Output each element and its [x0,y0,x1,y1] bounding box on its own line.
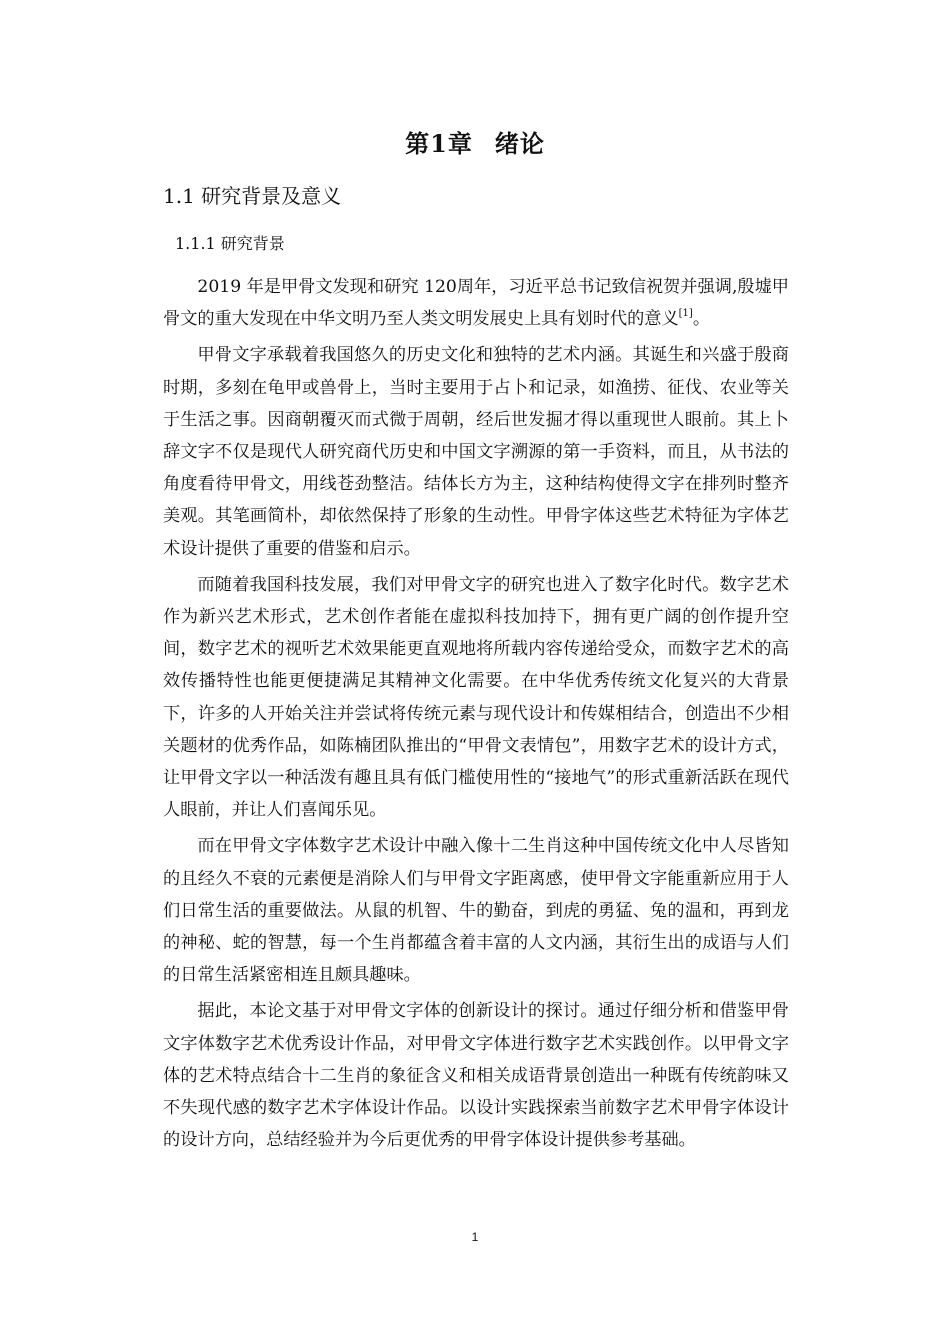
paragraph-text: 2019 年是甲骨文发现和研究 120周年，习近平总书记致信祝贺并强调,殷墟甲骨文的重大发现在中华文明乃至人类文明发展史上具有划时代的意义 [163,277,789,330]
paragraph-tail: 。 [692,309,711,330]
subsection-heading: 1.1.1 研究背景 [175,234,285,253]
section-heading: 1.1 研究背景及意义 [163,184,342,208]
page-number: 1 [471,1230,479,1244]
paragraph [163,271,789,335]
chapter-name: 绪论 [494,129,545,158]
chapter-number: 第1章 [405,129,473,158]
body-text [163,271,789,1156]
paragraph: 甲骨文字承载着我国悠久的历史文化和独特的艺术内涵。其诞生和兴盛于殷商时期，多刻在龟甲或兽骨上，当时主要用于占卜和记录，如渔捞、征伐、农业等关于生活之事。因商朝覆灭而式微于周朝，经后世发掘才得以重现世人眼前。其上卜辞文字不仅是现代人研究商代历史和中国文字溯源的第一手资料，而且，从书法的角度看待甲骨文，用线苍劲整洁。结体长方为主，这种结构使得文字在排列时整齐美观。其笔画简朴，却依然保持了形象的生动性。甲骨字体这些艺术特征为字体艺术设计提供了重要的借鉴和启示。 [163,345,789,559]
paragraph: 而在甲骨文字体数字艺术设计中融入像十二生肖这种中国传统文化中人尽皆知的且经久不衰的元素便是消除人们与甲骨文字距离感，使甲骨文字能重新应用于人们日常生活的重要做法。从鼠的机智、牛的勤奋，到虎的勇猛、兔的温和，再到龙的神秘、蛇的智慧，每一个生肖都蕴含着丰富的人文内涵，其衍生出的成语与人们的日常生活紧密相连且颇具趣味。 [163,836,789,986]
chapter-title [0,124,950,159]
paragraph: 而随着我国科技发展，我们对甲骨文字的研究也进入了数字化时代。数字艺术作为新兴艺术形式，艺术创作者能在虚拟科技加持下，拥有更广阔的创作提升空间，数字艺术的视听艺术效果能更直观地将所载内容传递给受众，而数字艺术的高效传播特性也能更便捷满足其精神文化需要。在中华优秀传统文化复兴的大背景下，许多的人开始关注并尝试将传统元素与现代设计和传媒相结合，创造出不少相关题材的优秀作品，如陈楠团队推出的“甲骨文表情包”，用数字艺术的设计方式，让甲骨文字以一种活泼有趣且具有低门槛使用性的“接地气”的形式重新活跃在现代人眼前，并让人们喜闻乐见。 [163,574,789,821]
citation-reference[interactable]: [1] [678,308,693,320]
paragraph: 据此，本论文基于对甲骨文字体的创新设计的探讨。通过仔细分析和借鉴甲骨文字体数字艺术优秀设计作品，对甲骨文字体进行数字艺术实践创作。以甲骨文字体的艺术特点结合十二生肖的象征含义和相关成语背景创造出一种既有传统韵味又不失现代感的数字艺术字体设计作品。以设计实践探索当前数字艺术甲骨字体设计的设计方向，总结经验并为今后更优秀的甲骨字体设计提供参考基础。 [163,1001,789,1151]
